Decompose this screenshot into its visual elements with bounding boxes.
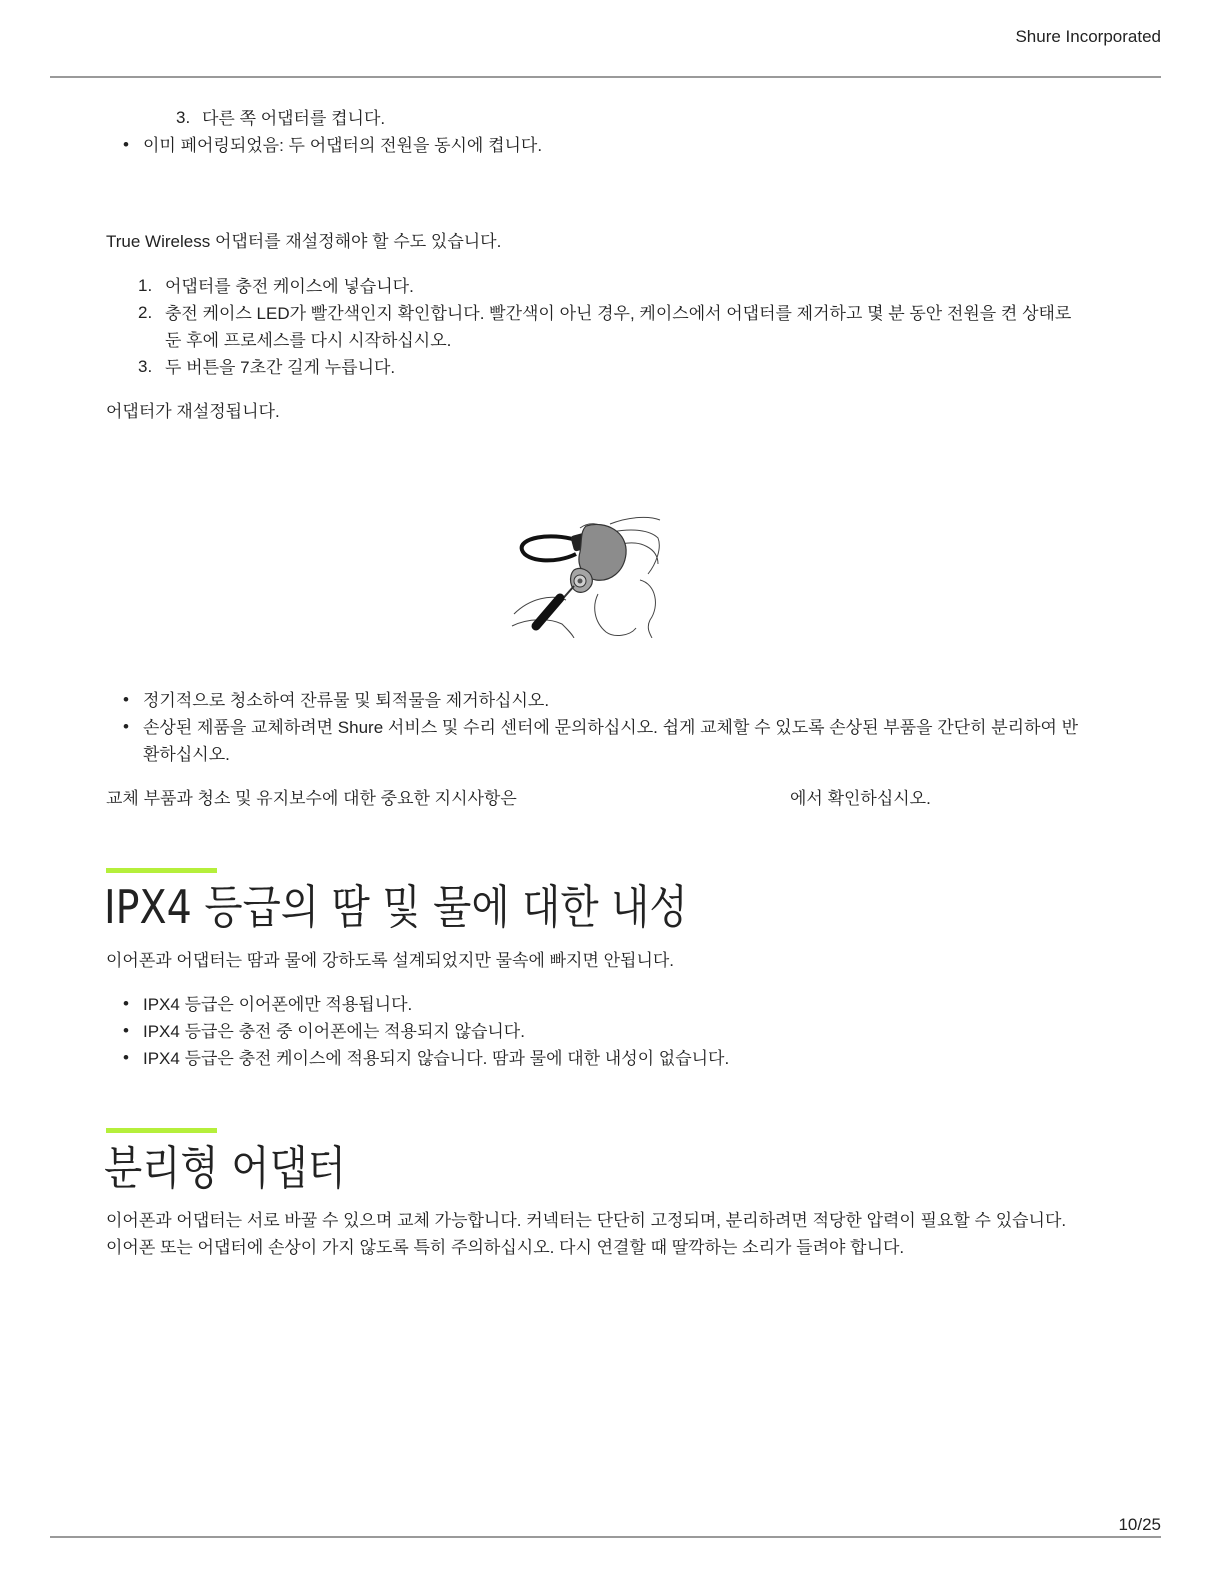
pairing-step-number: 3.: [176, 108, 191, 127]
ipx4-bullet-text: IPX4 등급은 충전 중 이어폰에는 적용되지 않습니다.: [143, 1022, 525, 1041]
header-rule: [50, 76, 1161, 78]
bullet-icon: •: [123, 994, 129, 1013]
reset-step-number: 3.: [138, 357, 153, 376]
section-accent-bar: [106, 1128, 217, 1133]
reset-step-text: 어댑터를 충전 케이스에 넣습니다.: [165, 277, 414, 296]
care-bullet-text: 손상된 제품을 교체하려면 Shure 서비스 및 수리 센터에 문의하십시오. 쉽게 교체할 수 있도록 손상된 부품을 간단히 분리하여 반: [143, 718, 1079, 737]
reset-intro: True Wireless 어댑터를 재설정해야 할 수도 있습니다.: [106, 232, 502, 251]
cleaning-illustration: [510, 514, 662, 638]
nozzle-hole: [578, 579, 583, 584]
pairing-step-text: 다른 쪽 어댑터를 켭니다.: [202, 109, 386, 128]
ipx4-heading: IPX4 등급의 땀 및 물에 대한 내성: [104, 880, 688, 934]
care-bullet-text: 정기적으로 청소하여 잔류물 및 퇴적물을 제거하십시오.: [143, 691, 550, 710]
reset-step-number: 2.: [138, 303, 153, 322]
care-note-after: 에서 확인하십시오.: [790, 789, 931, 808]
bullet-icon: •: [123, 1021, 129, 1040]
reset-step-text-continued: 둔 후에 프로세스를 다시 시작하십시오.: [165, 331, 452, 350]
reset-step-number: 1.: [138, 276, 153, 295]
bullet-icon: •: [123, 717, 129, 736]
ipx4-intro: 이어폰과 어댑터는 땀과 물에 강하도록 설계되었지만 물속에 빠지면 안됩니다.: [106, 951, 675, 970]
care-bullet-text-continued: 환하십시오.: [143, 745, 230, 764]
bullet-icon: •: [123, 690, 129, 709]
care-note-before: 교체 부품과 청소 및 유지보수에 대한 중요한 지시사항은: [106, 789, 517, 808]
footer-rule: [50, 1536, 1161, 1538]
detachable-text: 이어폰과 어댑터는 서로 바꿀 수 있으며 교체 가능합니다. 커넥터는 단단히 고정되며, 분리하려면 적당한 압력이 필요할 수 있습니다.: [106, 1211, 1067, 1230]
cable-loop: [522, 536, 576, 560]
bullet-icon: •: [123, 1048, 129, 1067]
header-company: Shure Incorporated: [1015, 27, 1161, 46]
detachable-text-continued: 이어폰 또는 어댑터에 손상이 가지 않도록 특히 주의하십시오. 다시 연결할 때 딸깍하는 소리가 들려야 합니다.: [106, 1238, 905, 1257]
reset-step-text: 두 버튼을 7초간 길게 누릅니다.: [165, 358, 396, 377]
ipx4-bullet-text: IPX4 등급은 충전 케이스에 적용되지 않습니다. 땀과 물에 대한 내성이 없습니다.: [143, 1049, 730, 1068]
bullet-icon: •: [123, 135, 129, 154]
page-number: 10/25: [1118, 1515, 1161, 1534]
already-paired-text: 이미 페어링되었음: 두 어댑터의 전원을 동시에 켭니다.: [143, 136, 543, 155]
reset-result: 어댑터가 재설정됩니다.: [106, 402, 280, 421]
section-accent-bar: [106, 868, 217, 873]
ipx4-bullet-text: IPX4 등급은 이어폰에만 적용됩니다.: [143, 995, 413, 1014]
detachable-heading: 분리형 어댑터: [104, 1141, 346, 1195]
reset-step-text: 충전 케이스 LED가 빨간색인지 확인합니다. 빨간색이 아닌 경우, 케이스에서 어댑터를 제거하고 몇 분 동안 전원을 켠 상태로: [165, 304, 1072, 323]
